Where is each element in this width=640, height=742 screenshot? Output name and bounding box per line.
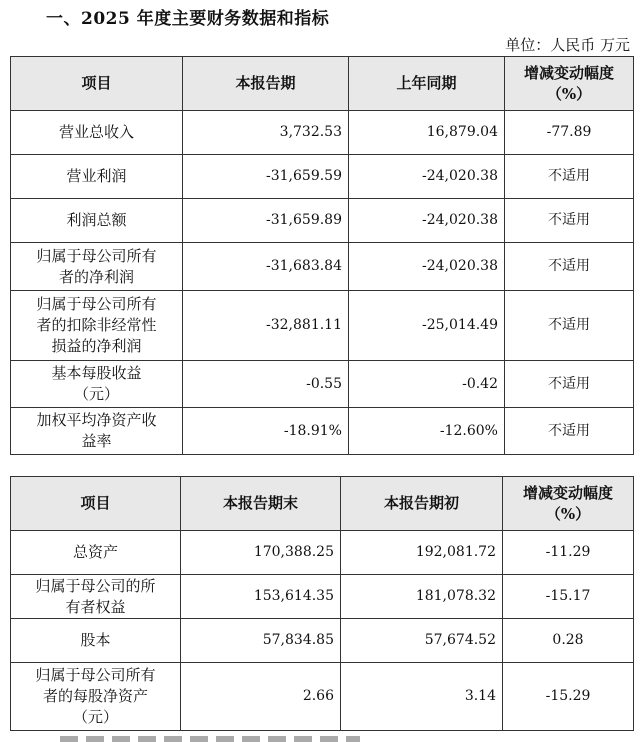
current-value: -0.55: [183, 361, 349, 408]
change-value: 不适用: [505, 408, 634, 455]
row-item-line: （元）: [72, 708, 118, 726]
row-item-line: 有者权益: [65, 597, 126, 616]
change-value: -15.17: [503, 575, 634, 619]
unit-note: 单位：人民币 万元: [505, 36, 630, 54]
row-item-line: 归属于母公司所有: [36, 246, 157, 265]
table-row: [11, 361, 634, 408]
row-item-label: [11, 663, 181, 731]
row-item-label: [11, 575, 181, 619]
table-row: [11, 199, 634, 243]
header-change-line-1: 增减变动幅度: [523, 63, 614, 82]
row-item-label: [11, 361, 183, 408]
row-item-line: 损益的净利润: [51, 337, 142, 355]
row-item-line: 总资产: [72, 543, 118, 561]
prior-value: 3.14: [341, 663, 503, 731]
row-item-line: 股本: [80, 631, 111, 649]
row-item-line: 归属于母公司所有: [36, 295, 157, 313]
section-heading: 一、2025 年度主要财务数据和指标: [46, 9, 330, 29]
header-change-line-2: （%）: [545, 504, 591, 523]
row-item-label: [11, 111, 183, 155]
row-item-line: 基本每股收益: [51, 364, 142, 382]
table-row: [11, 663, 634, 731]
change-value: -77.89: [505, 111, 634, 155]
prior-value: -0.42: [349, 361, 505, 408]
header-change-line-2: （%）: [546, 84, 592, 103]
row-item-line: （元）: [73, 385, 119, 403]
row-item-label: [11, 199, 183, 243]
current-value: 3,732.53: [183, 111, 349, 155]
table-row: [11, 619, 634, 663]
table-header-row: [11, 477, 634, 531]
row-item-line: 利润总额: [66, 211, 127, 229]
row-item-line: 加权平均净资产收: [36, 411, 157, 429]
header-period-end: 本报告期末: [181, 477, 341, 531]
prior-value: 57,674.52: [341, 619, 503, 663]
table-row: [11, 291, 634, 361]
change-value: 不适用: [505, 361, 634, 408]
row-item-label: [11, 408, 183, 455]
row-item-label: [11, 531, 181, 575]
prior-value: 192,081.72: [341, 531, 503, 575]
change-value: -15.29: [503, 663, 634, 731]
row-item-label: [11, 155, 183, 199]
row-item-line: 营业利润: [66, 167, 127, 185]
table-header-row: [11, 57, 634, 111]
row-item-label: [11, 619, 181, 663]
prior-value: -24,020.38: [349, 199, 505, 243]
table-row: [11, 243, 634, 291]
current-value: 170,388.25: [181, 531, 341, 575]
change-value: 不适用: [505, 199, 634, 243]
prior-value: -25,014.49: [349, 291, 505, 361]
row-item-line: 归属于母公司的所: [35, 576, 156, 595]
row-item-line: 者的扣除非经常性: [36, 316, 157, 334]
header-change-rate: [505, 57, 634, 111]
row-item-line: 营业总收入: [58, 123, 134, 141]
current-value: -18.91%: [183, 408, 349, 455]
header-period-start: 本报告期初: [341, 477, 503, 531]
balance-sheet-table: [10, 476, 634, 731]
current-value: 57,834.85: [181, 619, 341, 663]
prior-value: -24,020.38: [349, 243, 505, 291]
row-item-label: [11, 291, 183, 361]
row-item-line: 益率: [81, 432, 112, 450]
change-value: 不适用: [505, 243, 634, 291]
header-current-period: 本报告期: [183, 57, 349, 111]
prior-value: 16,879.04: [349, 111, 505, 155]
table-row: [11, 575, 634, 619]
income-statement-table: [10, 56, 634, 455]
cropped-text-line: [60, 736, 360, 742]
current-value: -32,881.11: [183, 291, 349, 361]
change-value: 不适用: [505, 155, 634, 199]
current-value: 153,614.35: [181, 575, 341, 619]
prior-value: -24,020.38: [349, 155, 505, 199]
header-change-rate: [503, 477, 634, 531]
prior-value: 181,078.32: [341, 575, 503, 619]
change-value: 不适用: [505, 291, 634, 361]
table-row: [11, 408, 634, 455]
current-value: -31,659.59: [183, 155, 349, 199]
row-item-label: [11, 243, 183, 291]
table-row: [11, 111, 634, 155]
table-row: [11, 155, 634, 199]
current-value: -31,659.89: [183, 199, 349, 243]
change-value: 0.28: [503, 619, 634, 663]
header-change-line-1: 增减变动幅度: [522, 483, 613, 502]
table-row: [11, 531, 634, 575]
change-value: -11.29: [503, 531, 634, 575]
row-item-line: 者的净利润: [58, 267, 134, 286]
row-item-line: 归属于母公司所有: [35, 666, 156, 684]
current-value: -31,683.84: [183, 243, 349, 291]
header-prior-period: 上年同期: [349, 57, 505, 111]
current-value: 2.66: [181, 663, 341, 731]
header-item: 项目: [11, 57, 183, 111]
row-item-line: 者的每股净资产: [42, 687, 148, 705]
prior-value: -12.60%: [349, 408, 505, 455]
header-item: 项目: [11, 477, 181, 531]
